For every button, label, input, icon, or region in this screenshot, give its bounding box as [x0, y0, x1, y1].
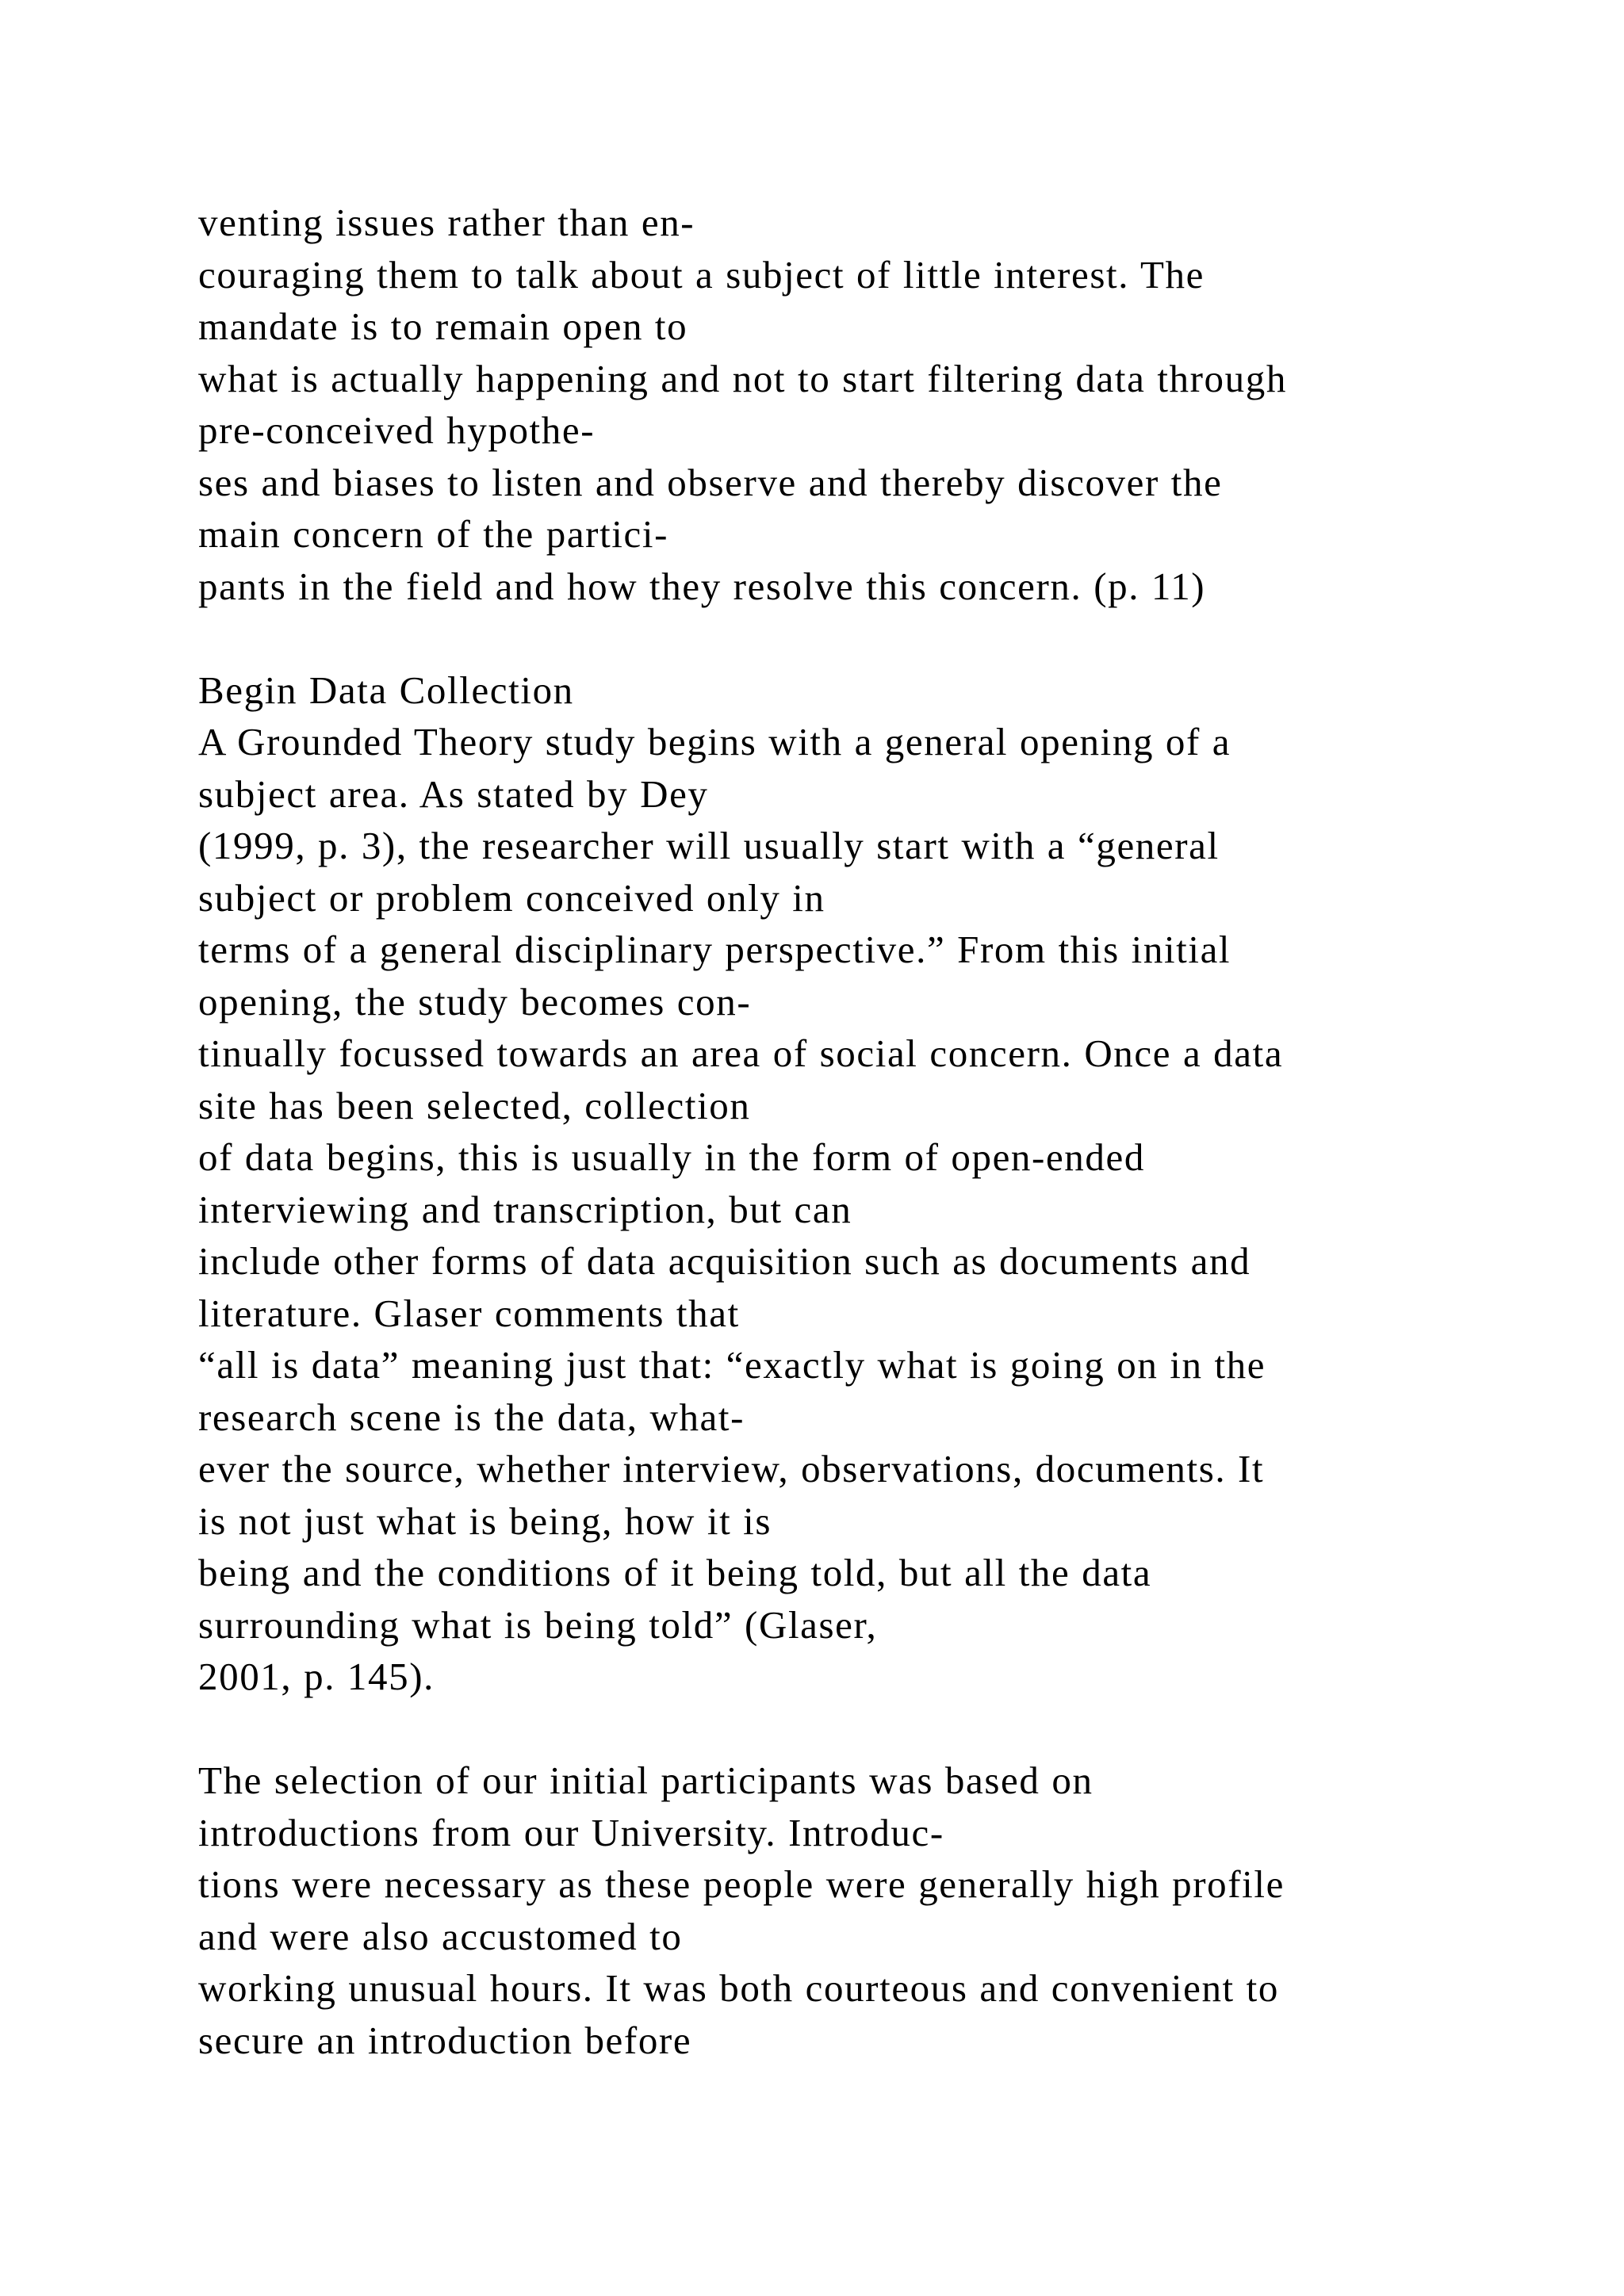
text-line: tinually focussed towards an area of social concern. Once a data [198, 1031, 1284, 1075]
text-line: introductions from our University. Introduc- [198, 1810, 944, 1854]
text-line: is not just what is being, how it is [198, 1498, 772, 1543]
paragraph-break [198, 1703, 1562, 1755]
text-line: surrounding what is being told” (Glaser, [198, 1602, 878, 1647]
text-line: A Grounded Theory study begins with a general opening of a [198, 720, 1231, 763]
text-line: secure an introduction before [198, 2018, 692, 2062]
text-line: mandate is to remain open to [198, 304, 688, 348]
text-line: subject or problem conceived only in [198, 875, 825, 920]
text-line: venting issues rather than en- [198, 201, 695, 244]
text-line: ever the source, whether interview, observations, documents. It [198, 1447, 1265, 1490]
text-line: subject area. As stated by Dey [198, 771, 709, 816]
text-line: include other forms of data acquisition such as documents and [198, 1239, 1251, 1283]
text-line: The selection of our initial participants was based on [198, 1758, 1094, 1802]
text-line: being and the conditions of it being told, but all the data [198, 1551, 1152, 1594]
text-line: site has been selected, collection [198, 1083, 751, 1127]
text-line: and were also accustomed to [198, 1914, 683, 1958]
text-line: main concern of the partici- [198, 512, 668, 556]
text-line: pre-conceived hypothe- [198, 408, 596, 452]
text-line: terms of a general disciplinary perspective.” From this initial [198, 928, 1231, 971]
text-line: literature. Glaser comments that [198, 1291, 740, 1335]
paragraph-break [198, 612, 1562, 664]
text-line: pants in the field and how they resolve this concern. (p. 11) [198, 564, 1206, 608]
text-line: 2001, p. 145). [198, 1655, 435, 1698]
text-line: “all is data” meaning just that: “exactly what is going on in the [198, 1343, 1266, 1387]
text-line: of data begins, this is usually in the form of open-ended [198, 1135, 1145, 1179]
section-heading: Begin Data Collection [198, 668, 574, 712]
text-line: ses and biases to listen and observe and thereby discover the [198, 460, 1223, 504]
body-text [198, 197, 1562, 2066]
text-line: interviewing and transcription, but can [198, 1187, 852, 1231]
text-line: working unusual hours. It was both courteous and convenient to [198, 1966, 1279, 2010]
text-line: (1999, p. 3), the researcher will usually start with a “general [198, 824, 1220, 867]
text-line: tions were necessary as these people were generally high profile [198, 1862, 1285, 1906]
text-line: opening, the study becomes con- [198, 979, 752, 1024]
text-line: research scene is the data, what- [198, 1395, 745, 1439]
text-line: couraging them to talk about a subject of little interest. The [198, 252, 1205, 297]
text-line: what is actually happening and not to start filtering data through [198, 356, 1287, 400]
